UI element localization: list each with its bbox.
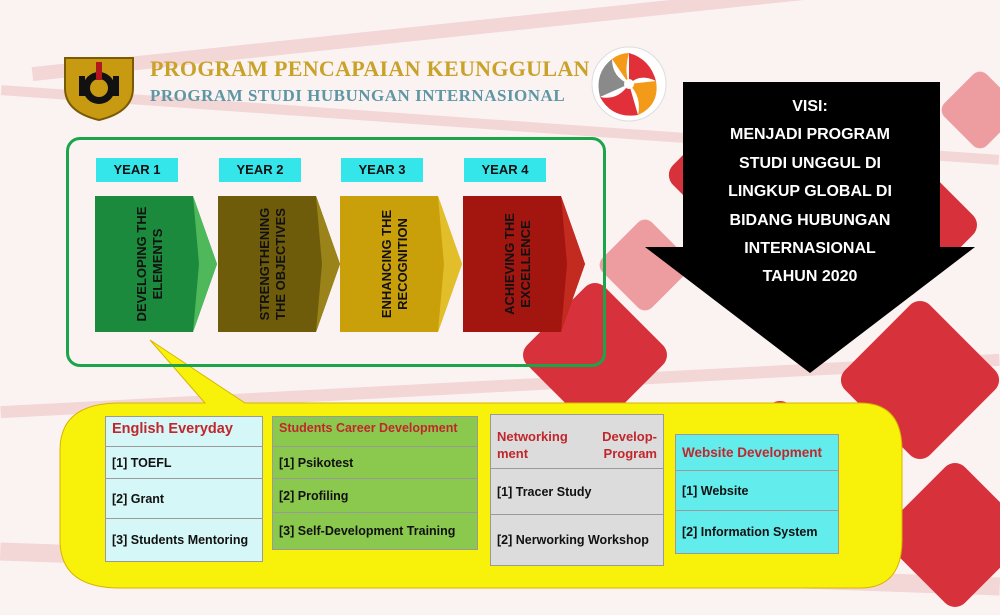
spiral-emblem-icon <box>590 45 668 123</box>
year-1-label: DEVELOPING THE ELEMENTS <box>134 206 165 322</box>
program-box-career <box>272 416 478 550</box>
page-subtitle: PROGRAM STUDI HUBUNGAN INTERNASIONAL <box>150 86 566 105</box>
program-item: [2] Nerworking Workshop <box>497 533 649 547</box>
page-title: PROGRAM PENCAPAIAN KEUNGGULAN <box>150 56 590 81</box>
visi-line: STUDI UNGGUL DI <box>739 154 881 172</box>
year-2-label: STRENGTHENING THE OBJECTIVES <box>257 207 288 321</box>
program-item: [1] Website <box>676 471 838 511</box>
year-3-label: ENHANCING THE RECOGNITION <box>379 209 410 319</box>
visi-text <box>700 93 920 292</box>
program-title: Website Development <box>676 435 838 471</box>
visi-line: LINGKUP GLOBAL DI <box>728 183 892 201</box>
program-box-networking <box>490 414 664 566</box>
program-item: [2] Grant <box>106 479 262 519</box>
program-title: Students Career Development <box>273 417 477 447</box>
university-logo-icon <box>57 52 141 122</box>
visi-label: VISI: <box>792 98 828 115</box>
visi-line: BIDANG HUBUNGAN <box>729 211 891 229</box>
program-item: [3] Students Mentoring <box>112 533 249 547</box>
visi-line: INTERNASIONAL <box>744 240 876 258</box>
program-title: Networking Develop- ment Program <box>491 415 663 469</box>
year-tag-2: YEAR 2 <box>219 158 301 182</box>
visi-line: TAHUN 2020 <box>762 268 858 286</box>
visi-line: MENJADI PROGRAM <box>729 126 890 144</box>
program-item: [2] Profiling <box>273 479 477 513</box>
program-item: [1] Psikotest <box>273 447 477 479</box>
program-item: [3] Self-Development Training <box>279 524 456 538</box>
program-title: English Everyday <box>106 417 262 447</box>
program-item: [1] TOEFL <box>106 447 262 479</box>
year-tag-3: YEAR 3 <box>341 158 423 182</box>
year-4-label: ACHIEVING THE EXCELLENCE <box>502 213 533 315</box>
year-tag-4: YEAR 4 <box>464 158 546 182</box>
program-item: [1] Tracer Study <box>491 469 663 515</box>
year-tag-1: YEAR 1 <box>96 158 178 182</box>
program-box-website <box>675 434 839 554</box>
program-item: [2] Information System <box>682 525 818 539</box>
program-box-english <box>105 416 263 562</box>
